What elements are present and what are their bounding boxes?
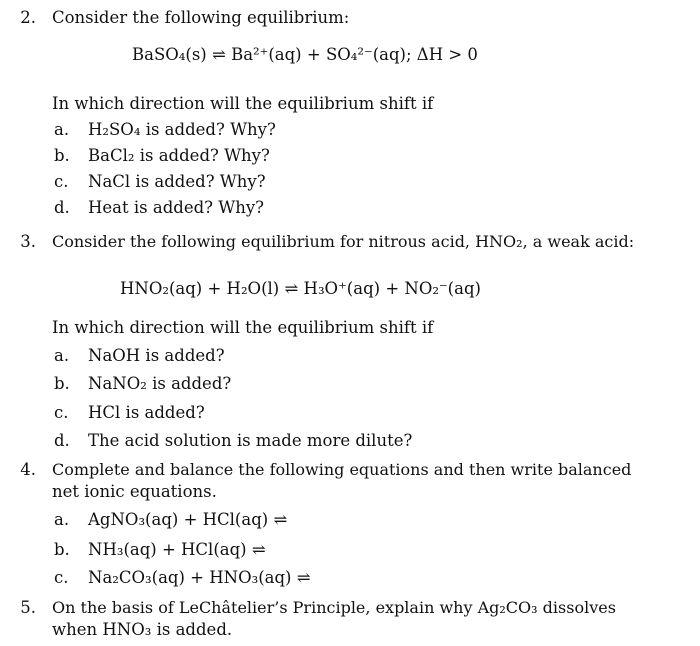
q4-item-a: AgNO₃(aq) + HCl(aq) ⇌ [88, 510, 288, 529]
q2-prompt: Consider the following equilibrium: [52, 8, 350, 27]
q2-number: 2. [20, 8, 36, 27]
q3-item-d-letter: d. [54, 431, 70, 450]
q3-item-a-letter: a. [54, 346, 70, 365]
q3-prompt: Consider the following equilibrium for nitrous acid, HNO₂, a weak acid: [52, 232, 635, 251]
q3-item-c-letter: c. [54, 403, 69, 422]
q2-item-c-letter: c. [54, 172, 69, 191]
q4-item-c: Na₂CO₃(aq) + HNO₃(aq) ⇌ [88, 568, 311, 587]
q3-item-b-letter: b. [54, 374, 70, 393]
q4-prompt-line1: Complete and balance the following equations and then write balanced [52, 460, 632, 479]
q3-number: 3. [20, 232, 36, 251]
q4-item-b-letter: b. [54, 540, 70, 559]
q2-item-a-letter: a. [54, 120, 70, 139]
q3-equation: HNO₂(aq) + H₂O(l) ⇌ H₃O⁺(aq) + NO₂⁻(aq) [120, 279, 481, 298]
q2-item-d: Heat is added? Why? [88, 198, 264, 217]
q3-item-c: HCl is added? [88, 403, 205, 422]
q2-item-b: BaCl₂ is added? Why? [88, 146, 270, 165]
q2-lead: In which direction will the equilibrium shift if [52, 94, 434, 113]
q4-number: 4. [20, 460, 36, 479]
q5-prompt-line2: when HNO₃ is added. [52, 620, 233, 639]
q4-item-b: NH₃(aq) + HCl(aq) ⇌ [88, 540, 266, 559]
q2-item-a: H₂SO₄ is added? Why? [88, 120, 276, 139]
q3-item-d: The acid solution is made more dilute? [88, 431, 413, 450]
q2-equation: BaSO₄(s) ⇌ Ba²⁺(aq) + SO₄²⁻(aq); ΔH > 0 [132, 45, 478, 64]
q4-prompt-line2: net ionic equations. [52, 482, 217, 501]
q3-item-a: NaOH is added? [88, 346, 225, 365]
q5-prompt-line1: On the basis of LeChâtelier’s Principle, explain why Ag₂CO₃ dissolves [52, 598, 616, 617]
q5-number: 5. [20, 598, 36, 617]
q4-item-a-letter: a. [54, 510, 70, 529]
q4-item-c-letter: c. [54, 568, 69, 587]
q3-item-b: NaNO₂ is added? [88, 374, 232, 393]
q3-lead: In which direction will the equilibrium shift if [52, 318, 434, 337]
q2-item-b-letter: b. [54, 146, 70, 165]
q2-item-c: NaCl is added? Why? [88, 172, 266, 191]
q2-item-d-letter: d. [54, 198, 70, 217]
